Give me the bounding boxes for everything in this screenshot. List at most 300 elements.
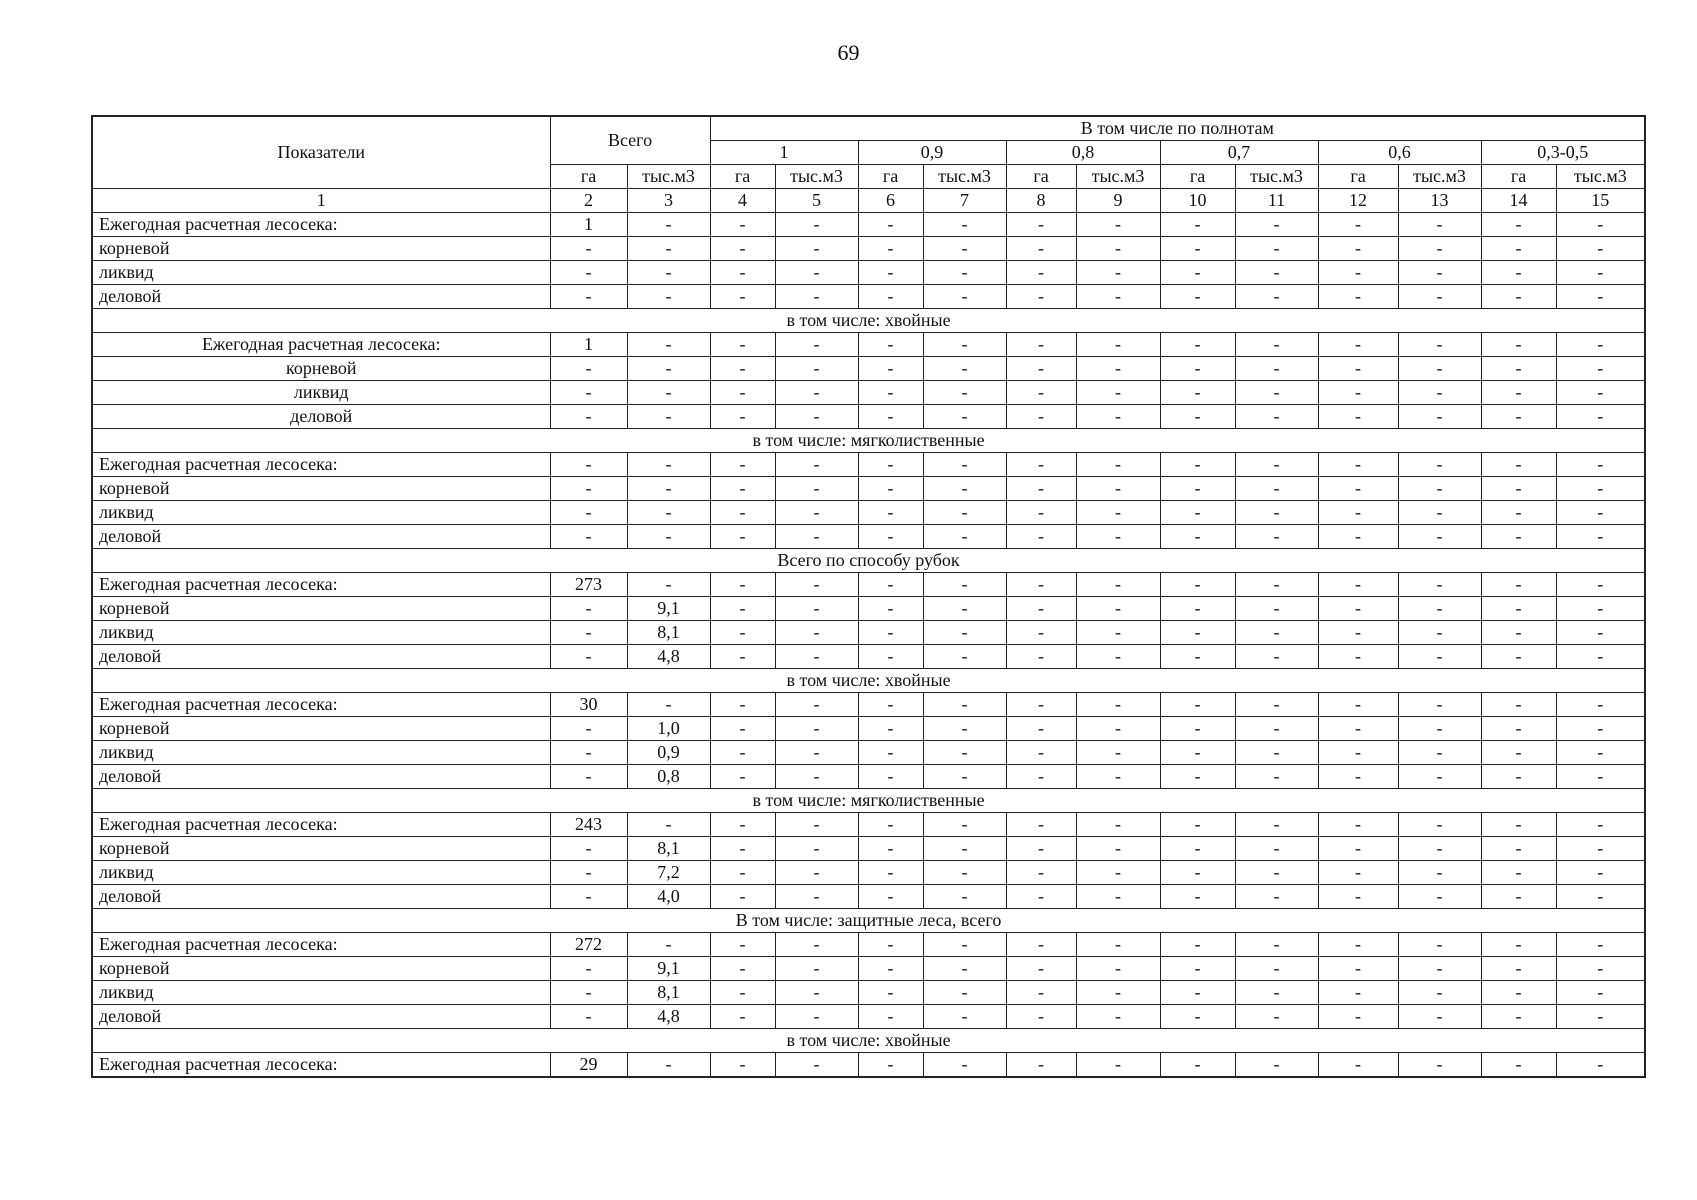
table-cell: - <box>775 837 858 861</box>
table-cell: - <box>1556 405 1645 429</box>
table-cell: - <box>1318 573 1398 597</box>
section-title: в том числе: мягколиственные <box>92 429 1645 453</box>
row-label: ликвид <box>92 981 550 1005</box>
table-cell: - <box>1006 333 1076 357</box>
table-cell: - <box>775 453 858 477</box>
table-cell: - <box>1398 405 1481 429</box>
table-cell: - <box>1556 693 1645 717</box>
table-cell: - <box>858 261 923 285</box>
table-cell: - <box>1160 861 1235 885</box>
header-indicators: Показатели <box>92 116 550 189</box>
table-cell: - <box>858 357 923 381</box>
table-cell: - <box>858 621 923 645</box>
table-row <box>92 741 1645 765</box>
table-cell: - <box>858 237 923 261</box>
table-cell: - <box>1160 597 1235 621</box>
table-cell: - <box>1481 597 1556 621</box>
table-cell: - <box>710 621 775 645</box>
table-cell: - <box>775 1053 858 1078</box>
table-cell: - <box>1076 741 1160 765</box>
table-cell: - <box>1235 381 1318 405</box>
table-cell: - <box>1481 333 1556 357</box>
table-cell: - <box>1160 285 1235 309</box>
table-cell: - <box>1006 693 1076 717</box>
table-cell: - <box>550 621 627 645</box>
table-cell: - <box>775 861 858 885</box>
table-cell: - <box>1398 525 1481 549</box>
table-cell: - <box>627 453 710 477</box>
header-density: 0,6 <box>1318 141 1481 165</box>
table-cell: - <box>1481 885 1556 909</box>
table-cell: - <box>1481 957 1556 981</box>
table-cell: - <box>1398 453 1481 477</box>
table-cell: - <box>1076 717 1160 741</box>
table-cell: - <box>1481 861 1556 885</box>
table-cell: - <box>775 261 858 285</box>
row-label: Ежегодная расчетная лесосека: <box>92 933 550 957</box>
table-cell: - <box>858 525 923 549</box>
row-label: деловой <box>92 885 550 909</box>
table-cell: - <box>1481 981 1556 1005</box>
header-density: 0,7 <box>1160 141 1318 165</box>
table-cell: - <box>923 501 1006 525</box>
table-cell: - <box>1398 981 1481 1005</box>
table-cell: - <box>775 501 858 525</box>
table-cell: 4,0 <box>627 885 710 909</box>
table-cell: - <box>923 1005 1006 1029</box>
logging-area-table <box>91 115 1646 1078</box>
table-cell: - <box>858 933 923 957</box>
table-cell: - <box>1398 597 1481 621</box>
table-cell: - <box>710 957 775 981</box>
header-density: 0,8 <box>1006 141 1160 165</box>
table-cell: - <box>775 237 858 261</box>
table-cell: - <box>858 597 923 621</box>
table-cell: - <box>1006 261 1076 285</box>
unit-ha-header: га <box>1160 165 1235 189</box>
table-cell: - <box>710 453 775 477</box>
table-cell: - <box>550 357 627 381</box>
table-cell: - <box>923 477 1006 501</box>
table-cell: - <box>627 213 710 237</box>
table-cell: - <box>1006 357 1076 381</box>
table-cell: - <box>1160 525 1235 549</box>
section-title: в том числе: хвойные <box>92 669 1645 693</box>
row-label: Ежегодная расчетная лесосека: <box>92 693 550 717</box>
table-cell: - <box>1160 717 1235 741</box>
table-cell: - <box>1318 213 1398 237</box>
table-cell: - <box>1556 837 1645 861</box>
table-cell: - <box>1481 261 1556 285</box>
column-number: 10 <box>1160 189 1235 213</box>
table-cell: - <box>1481 501 1556 525</box>
header-density: 1 <box>710 141 858 165</box>
table-cell: - <box>1318 405 1398 429</box>
table-cell: - <box>1398 573 1481 597</box>
table-cell: - <box>550 501 627 525</box>
table-cell: - <box>858 333 923 357</box>
table-cell: - <box>1481 837 1556 861</box>
table-cell: - <box>1318 1005 1398 1029</box>
section-heading-row <box>92 429 1645 453</box>
row-label: корневой <box>92 837 550 861</box>
table-cell: - <box>1398 381 1481 405</box>
table-cell: - <box>1160 621 1235 645</box>
table-row <box>92 597 1645 621</box>
row-label: деловой <box>92 285 550 309</box>
table-cell: - <box>1481 573 1556 597</box>
table-cell: - <box>1235 957 1318 981</box>
table-cell: - <box>1006 477 1076 501</box>
table-cell: - <box>1318 645 1398 669</box>
table-cell: - <box>710 981 775 1005</box>
table-cell: 30 <box>550 693 627 717</box>
table-cell: - <box>1556 261 1645 285</box>
table-cell: 9,1 <box>627 957 710 981</box>
table-cell: - <box>1235 1053 1318 1078</box>
table-cell: 1 <box>550 333 627 357</box>
table-cell: - <box>710 381 775 405</box>
table-row <box>92 645 1645 669</box>
table-cell: 9,1 <box>627 597 710 621</box>
table-cell: - <box>775 573 858 597</box>
table-cell: - <box>1235 237 1318 261</box>
row-label: Ежегодная расчетная лесосека: <box>92 573 550 597</box>
table-cell: - <box>1006 1005 1076 1029</box>
table-row <box>92 1053 1645 1078</box>
table-cell: - <box>1398 285 1481 309</box>
table-row <box>92 861 1645 885</box>
header-density: 0,3-0,5 <box>1481 141 1645 165</box>
column-number: 6 <box>858 189 923 213</box>
row-label: деловой <box>92 405 550 429</box>
table-cell: - <box>923 813 1006 837</box>
table-cell: - <box>1160 885 1235 909</box>
column-number: 11 <box>1235 189 1318 213</box>
table-cell: - <box>1556 1053 1645 1078</box>
table-cell: - <box>710 645 775 669</box>
table-cell: - <box>550 645 627 669</box>
table-row <box>92 405 1645 429</box>
table-cell: 7,2 <box>627 861 710 885</box>
table-cell: - <box>710 285 775 309</box>
table-cell: - <box>1160 933 1235 957</box>
table-cell: - <box>1318 885 1398 909</box>
table-cell: - <box>1160 1005 1235 1029</box>
table-cell: - <box>1318 621 1398 645</box>
table-cell: - <box>923 453 1006 477</box>
table-cell: - <box>550 261 627 285</box>
table-cell: - <box>1235 621 1318 645</box>
table-cell: - <box>1006 1053 1076 1078</box>
table-cell: - <box>1318 285 1398 309</box>
table-cell: - <box>923 861 1006 885</box>
table-cell: - <box>1481 741 1556 765</box>
column-number: 3 <box>627 189 710 213</box>
table-cell: - <box>1160 837 1235 861</box>
table-cell: - <box>1076 693 1160 717</box>
table-cell: - <box>775 1005 858 1029</box>
table-cell: - <box>1556 765 1645 789</box>
unit-ha-header: га <box>1006 165 1076 189</box>
table-cell: - <box>775 693 858 717</box>
section-heading-row <box>92 669 1645 693</box>
table-cell: - <box>1160 741 1235 765</box>
section-title: В том числе: защитные леса, всего <box>92 909 1645 933</box>
table-cell: - <box>1398 813 1481 837</box>
table-cell: - <box>1076 213 1160 237</box>
table-cell: - <box>858 573 923 597</box>
table-cell: - <box>710 501 775 525</box>
table-row <box>92 717 1645 741</box>
table-cell: - <box>923 261 1006 285</box>
table-cell: - <box>1235 525 1318 549</box>
table-cell: - <box>775 885 858 909</box>
table-cell: - <box>1556 501 1645 525</box>
table-cell: - <box>1076 501 1160 525</box>
table-cell: - <box>858 885 923 909</box>
table-cell: - <box>1398 693 1481 717</box>
table-cell: - <box>1481 213 1556 237</box>
unit-ha-header: га <box>710 165 775 189</box>
row-label: Ежегодная расчетная лесосека: <box>92 333 550 357</box>
table-row <box>92 477 1645 501</box>
column-number: 4 <box>710 189 775 213</box>
table-cell: - <box>1318 357 1398 381</box>
table-cell: - <box>1481 405 1556 429</box>
table-cell: - <box>1481 285 1556 309</box>
table-cell: - <box>710 1005 775 1029</box>
page-number: 69 <box>837 40 860 65</box>
table-cell: - <box>775 333 858 357</box>
table-cell: - <box>1556 885 1645 909</box>
column-number: 7 <box>923 189 1006 213</box>
table-cell: - <box>1076 261 1160 285</box>
table-cell: - <box>1318 237 1398 261</box>
table-cell: - <box>1076 837 1160 861</box>
table-cell: - <box>1076 573 1160 597</box>
table-cell: - <box>1398 621 1481 645</box>
table-cell: - <box>1006 213 1076 237</box>
table-cell: - <box>627 1053 710 1078</box>
table-cell: - <box>1481 381 1556 405</box>
table-cell: - <box>1398 261 1481 285</box>
table-cell: - <box>1556 813 1645 837</box>
table-cell: - <box>627 693 710 717</box>
table-cell: - <box>550 981 627 1005</box>
table-cell: - <box>1076 405 1160 429</box>
table-cell: - <box>1318 477 1398 501</box>
table-cell: - <box>1318 741 1398 765</box>
table-cell: - <box>550 237 627 261</box>
row-label: ликвид <box>92 621 550 645</box>
unit-volume-header: тыс.м3 <box>775 165 858 189</box>
table-cell: 1,0 <box>627 717 710 741</box>
table-cell: - <box>627 333 710 357</box>
table-cell: - <box>1235 981 1318 1005</box>
table-cell: - <box>775 741 858 765</box>
table-cell: - <box>1318 525 1398 549</box>
table-cell: - <box>710 237 775 261</box>
table-cell: - <box>1556 741 1645 765</box>
row-label: Ежегодная расчетная лесосека: <box>92 453 550 477</box>
table-cell: - <box>710 597 775 621</box>
table-cell: - <box>550 597 627 621</box>
table-cell: - <box>710 813 775 837</box>
table-cell: - <box>1076 525 1160 549</box>
table-cell: - <box>1556 381 1645 405</box>
table-cell: - <box>710 933 775 957</box>
table-cell: - <box>1556 573 1645 597</box>
table-cell: - <box>1160 957 1235 981</box>
table-cell: - <box>1006 645 1076 669</box>
table-cell: - <box>1318 861 1398 885</box>
table-cell: - <box>923 597 1006 621</box>
table-cell: - <box>923 237 1006 261</box>
unit-volume-header: тыс.м3 <box>1235 165 1318 189</box>
table-cell: - <box>1160 1053 1235 1078</box>
table-cell: - <box>550 861 627 885</box>
table-cell: - <box>627 573 710 597</box>
table-cell: - <box>710 765 775 789</box>
table-cell: - <box>1398 477 1481 501</box>
table-cell: - <box>858 477 923 501</box>
table-cell: - <box>1235 453 1318 477</box>
row-label: ликвид <box>92 501 550 525</box>
table-cell: - <box>1235 933 1318 957</box>
table-cell: - <box>1481 813 1556 837</box>
row-label: ликвид <box>92 741 550 765</box>
row-label: деловой <box>92 1005 550 1029</box>
table-cell: - <box>1398 1053 1481 1078</box>
table-cell: - <box>1556 285 1645 309</box>
unit-volume-header: тыс.м3 <box>1398 165 1481 189</box>
table-row <box>92 981 1645 1005</box>
table-cell: - <box>923 645 1006 669</box>
table-cell: - <box>1481 765 1556 789</box>
table-cell: - <box>550 717 627 741</box>
table-cell: - <box>858 981 923 1005</box>
table-row <box>92 261 1645 285</box>
table-cell: - <box>1006 765 1076 789</box>
table-cell: - <box>858 1053 923 1078</box>
table-cell: 8,1 <box>627 981 710 1005</box>
table-cell: - <box>775 525 858 549</box>
column-number: 12 <box>1318 189 1398 213</box>
table-cell: - <box>1076 1053 1160 1078</box>
table-cell: - <box>1235 261 1318 285</box>
table-cell: 1 <box>550 213 627 237</box>
table-cell: - <box>710 405 775 429</box>
table-cell: - <box>1398 645 1481 669</box>
table-cell: - <box>627 357 710 381</box>
table-cell: - <box>1076 621 1160 645</box>
table-cell: - <box>1235 285 1318 309</box>
table-row <box>92 333 1645 357</box>
table-cell: - <box>1076 285 1160 309</box>
table-cell: - <box>923 525 1006 549</box>
column-number: 2 <box>550 189 627 213</box>
table-cell: - <box>1318 693 1398 717</box>
table-cell: - <box>1006 573 1076 597</box>
table-cell: 8,1 <box>627 621 710 645</box>
row-label: деловой <box>92 765 550 789</box>
row-label: корневой <box>92 357 550 381</box>
table-cell: - <box>775 621 858 645</box>
table-cell: - <box>1235 477 1318 501</box>
table-cell: - <box>923 933 1006 957</box>
table-cell: - <box>775 357 858 381</box>
table-cell: - <box>1235 885 1318 909</box>
table-cell: - <box>858 741 923 765</box>
row-label: деловой <box>92 525 550 549</box>
table-cell: - <box>710 885 775 909</box>
table-cell: - <box>550 525 627 549</box>
table-cell: - <box>923 1053 1006 1078</box>
table-cell: - <box>775 933 858 957</box>
header-row-1 <box>92 116 1645 141</box>
table-cell: - <box>1318 453 1398 477</box>
table-cell: - <box>1318 1053 1398 1078</box>
table-cell: - <box>1318 333 1398 357</box>
table-cell: - <box>710 861 775 885</box>
table-cell: - <box>1235 501 1318 525</box>
table-cell: - <box>550 381 627 405</box>
table-cell: - <box>1556 597 1645 621</box>
table-cell: - <box>858 813 923 837</box>
table-cell: - <box>923 693 1006 717</box>
table-cell: - <box>923 765 1006 789</box>
row-label: корневой <box>92 717 550 741</box>
table-cell: - <box>627 381 710 405</box>
table-cell: - <box>1318 957 1398 981</box>
table-row <box>92 837 1645 861</box>
table-cell: - <box>1235 717 1318 741</box>
table-cell: - <box>1006 501 1076 525</box>
table-cell: - <box>923 381 1006 405</box>
table-cell: - <box>550 477 627 501</box>
table-cell: 4,8 <box>627 645 710 669</box>
table-cell: - <box>1556 933 1645 957</box>
table-cell: 0,9 <box>627 741 710 765</box>
table-cell: - <box>1235 1005 1318 1029</box>
table-cell: - <box>1006 453 1076 477</box>
table-cell: 8,1 <box>627 837 710 861</box>
table-cell: - <box>1006 741 1076 765</box>
table-cell: - <box>923 573 1006 597</box>
table-row <box>92 621 1645 645</box>
unit-volume-header: тыс.м3 <box>627 165 710 189</box>
table-cell: - <box>710 693 775 717</box>
unit-volume-header: тыс.м3 <box>923 165 1006 189</box>
table-cell: - <box>1076 597 1160 621</box>
table-cell: - <box>858 405 923 429</box>
row-label: ликвид <box>92 261 550 285</box>
table-cell: - <box>1235 813 1318 837</box>
section-heading-row <box>92 909 1645 933</box>
table-cell: - <box>550 1005 627 1029</box>
table-cell: - <box>1318 717 1398 741</box>
table-cell: - <box>1006 957 1076 981</box>
section-heading-row <box>92 1029 1645 1053</box>
table-cell: - <box>710 741 775 765</box>
table-cell: - <box>1235 645 1318 669</box>
table-cell: - <box>1481 237 1556 261</box>
table-cell: - <box>923 621 1006 645</box>
header-density: 0,9 <box>858 141 1006 165</box>
table-row <box>92 237 1645 261</box>
table-row <box>92 285 1645 309</box>
